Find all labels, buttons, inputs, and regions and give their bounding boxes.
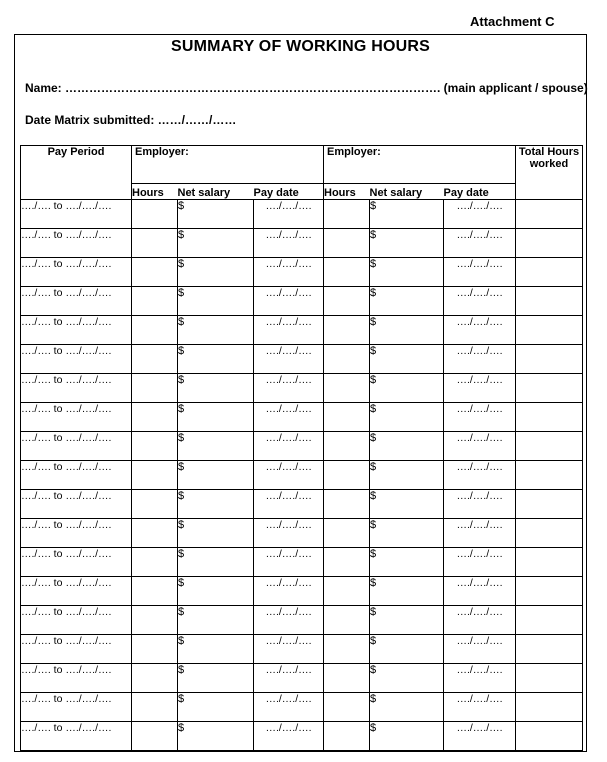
table-row (21, 403, 583, 432)
net-salary-cell[interactable]: $ (370, 432, 444, 461)
net-salary-cell[interactable]: $ (178, 200, 254, 229)
working-hours-form (14, 34, 587, 752)
hours-subheader: Hours (132, 184, 178, 200)
pay-period-cell[interactable]: …./…. to …./…./…. (21, 664, 132, 693)
hours-cell[interactable] (324, 490, 370, 519)
pay-date-cell[interactable]: …./…./…. (444, 461, 516, 490)
pay-period-cell[interactable]: …./…. to …./…./…. (21, 519, 132, 548)
net-salary-cell[interactable]: $ (178, 693, 254, 722)
hours-cell[interactable] (324, 345, 370, 374)
pay-date-cell[interactable]: …./…./…. (254, 258, 324, 287)
net-salary-cell[interactable]: $ (178, 345, 254, 374)
attachment-label: Attachment C (470, 14, 555, 29)
form-title: SUMMARY OF WORKING HOURS (170, 38, 431, 55)
hours-cell[interactable] (132, 258, 178, 287)
total-hours-cell[interactable] (516, 461, 583, 490)
net-salary-cell[interactable]: $ (370, 200, 444, 229)
net-salary-cell[interactable]: $ (178, 287, 254, 316)
total-hours-cell[interactable] (516, 664, 583, 693)
hours-cell[interactable] (324, 316, 370, 345)
pay-date-cell[interactable]: …./…./…. (444, 664, 516, 693)
hours-cell[interactable] (324, 548, 370, 577)
pay-date-cell[interactable]: …./…./…. (444, 722, 516, 751)
hours-cell[interactable] (132, 316, 178, 345)
hours-cell[interactable] (324, 519, 370, 548)
total-hours-cell[interactable] (516, 490, 583, 519)
pay-date-cell[interactable]: …./…./…. (254, 635, 324, 664)
net-salary-cell[interactable]: $ (178, 722, 254, 751)
net-salary-cell[interactable]: $ (370, 519, 444, 548)
pay-date-cell[interactable]: …./…./…. (254, 606, 324, 635)
hours-cell[interactable] (324, 635, 370, 664)
hours-cell[interactable] (132, 374, 178, 403)
hours-cell[interactable] (324, 432, 370, 461)
pay-period-cell[interactable]: …./…. to …./…./…. (21, 345, 132, 374)
hours-subheader: Hours (324, 184, 370, 200)
hours-cell[interactable] (324, 258, 370, 287)
total-hours-cell[interactable] (516, 316, 583, 345)
pay-date-cell[interactable]: …./…./…. (444, 693, 516, 722)
total-hours-cell[interactable] (516, 403, 583, 432)
pay-date-cell[interactable]: …./…./…. (444, 432, 516, 461)
net-salary-cell[interactable]: $ (178, 548, 254, 577)
pay-period-cell[interactable]: …./…. to …./…./…. (21, 490, 132, 519)
hours-cell[interactable] (132, 490, 178, 519)
total-hours-cell[interactable] (516, 200, 583, 229)
pay-date-cell[interactable]: …./…./…. (254, 432, 324, 461)
table-row (21, 548, 583, 577)
net-salary-cell[interactable]: $ (370, 316, 444, 345)
net-salary-cell[interactable]: $ (370, 258, 444, 287)
pay-period-cell[interactable]: …./…. to …./…./…. (21, 316, 132, 345)
hours-cell[interactable] (132, 577, 178, 606)
net-salary-cell[interactable]: $ (370, 461, 444, 490)
hours-cell[interactable] (132, 664, 178, 693)
date-submitted-field[interactable]: Date Matrix submitted: ……/……/…… (25, 113, 237, 127)
hours-cell[interactable] (324, 577, 370, 606)
total-hours-cell[interactable] (516, 287, 583, 316)
hours-cell[interactable] (132, 432, 178, 461)
hours-cell[interactable] (132, 403, 178, 432)
table-row (21, 345, 583, 374)
pay-period-cell[interactable]: …./…. to …./…./…. (21, 577, 132, 606)
hours-cell[interactable] (132, 606, 178, 635)
hours-cell[interactable] (324, 287, 370, 316)
pay-date-cell[interactable]: …./…./…. (254, 229, 324, 258)
pay-date-cell[interactable]: …./…./…. (444, 403, 516, 432)
table-row (21, 200, 583, 229)
pay-period-cell[interactable]: …./…. to …./…./…. (21, 258, 132, 287)
total-hours-cell[interactable] (516, 519, 583, 548)
net-salary-cell[interactable]: $ (178, 461, 254, 490)
table-row (21, 577, 583, 606)
total-hours-cell[interactable] (516, 606, 583, 635)
net-salary-cell[interactable]: $ (178, 490, 254, 519)
net-salary-cell[interactable]: $ (178, 316, 254, 345)
net-salary-cell[interactable]: $ (178, 229, 254, 258)
table-row (21, 229, 583, 258)
net-salary-cell[interactable]: $ (178, 664, 254, 693)
pay-date-cell[interactable]: …./…./…. (254, 664, 324, 693)
net-salary-cell[interactable]: $ (178, 606, 254, 635)
pay-period-cell[interactable]: …./…. to …./…./…. (21, 635, 132, 664)
table-row (21, 722, 583, 751)
net-salary-cell[interactable]: $ (178, 519, 254, 548)
pay-date-cell[interactable]: …./…./…. (444, 548, 516, 577)
net-salary-cell[interactable]: $ (178, 432, 254, 461)
net-salary-subheader: Net salary (178, 184, 254, 200)
pay-date-cell[interactable]: …./…./…. (444, 519, 516, 548)
pay-date-cell[interactable]: …./…./…. (254, 490, 324, 519)
pay-period-cell[interactable]: …./…. to …./…./…. (21, 374, 132, 403)
table-row (21, 664, 583, 693)
net-salary-subheader: Net salary (370, 184, 444, 200)
pay-period-cell[interactable]: …./…. to …./…./…. (21, 200, 132, 229)
net-salary-cell[interactable]: $ (370, 577, 444, 606)
pay-period-cell[interactable]: …./…. to …./…./…. (21, 461, 132, 490)
hours-cell[interactable] (132, 345, 178, 374)
pay-date-cell[interactable]: …./…./…. (444, 200, 516, 229)
pay-date-cell[interactable]: …./…./…. (254, 722, 324, 751)
total-hours-cell[interactable] (516, 258, 583, 287)
table-body (21, 200, 583, 751)
net-salary-cell[interactable]: $ (370, 606, 444, 635)
table-row (21, 606, 583, 635)
hours-cell[interactable] (324, 722, 370, 751)
pay-period-cell[interactable]: …./…. to …./…./…. (21, 287, 132, 316)
hours-cell[interactable] (132, 229, 178, 258)
hours-cell[interactable] (132, 722, 178, 751)
pay-date-cell[interactable]: …./…./…. (444, 374, 516, 403)
hours-cell[interactable] (132, 548, 178, 577)
table-row (21, 316, 583, 345)
pay-date-cell[interactable]: …./…./…. (444, 577, 516, 606)
hours-cell[interactable] (324, 693, 370, 722)
total-hours-cell[interactable] (516, 345, 583, 374)
hours-cell[interactable] (132, 287, 178, 316)
hours-cell[interactable] (132, 200, 178, 229)
net-salary-cell[interactable]: $ (370, 403, 444, 432)
pay-date-cell[interactable]: …./…./…. (254, 577, 324, 606)
net-salary-cell[interactable]: $ (178, 403, 254, 432)
table-row (21, 635, 583, 664)
hours-cell[interactable] (132, 635, 178, 664)
pay-date-cell[interactable]: …./…./…. (254, 693, 324, 722)
net-salary-cell[interactable]: $ (370, 345, 444, 374)
pay-period-cell[interactable]: …./…. to …./…./…. (21, 606, 132, 635)
table-row (21, 432, 583, 461)
pay-date-cell[interactable]: …./…./…. (254, 316, 324, 345)
total-hours-header: Total Hours worked (516, 146, 583, 200)
net-salary-cell[interactable]: $ (370, 229, 444, 258)
table-row (21, 461, 583, 490)
total-hours-cell[interactable] (516, 722, 583, 751)
net-salary-cell[interactable]: $ (370, 693, 444, 722)
pay-date-cell[interactable]: …./…./…. (444, 635, 516, 664)
total-hours-cell[interactable] (516, 693, 583, 722)
net-salary-cell[interactable]: $ (370, 374, 444, 403)
total-hours-cell[interactable] (516, 577, 583, 606)
hours-cell[interactable] (132, 519, 178, 548)
table-row (21, 693, 583, 722)
pay-date-cell[interactable]: …./…./…. (444, 316, 516, 345)
pay-date-cell[interactable]: …./…./…. (444, 606, 516, 635)
hours-cell[interactable] (324, 200, 370, 229)
net-salary-cell[interactable]: $ (370, 548, 444, 577)
pay-period-cell[interactable]: …./…. to …./…./…. (21, 432, 132, 461)
working-hours-table (20, 145, 583, 751)
pay-period-cell[interactable]: …./…. to …./…./…. (21, 693, 132, 722)
table-row (21, 374, 583, 403)
net-salary-cell[interactable]: $ (178, 374, 254, 403)
net-salary-cell[interactable]: $ (370, 490, 444, 519)
pay-date-cell[interactable]: …./…./…. (254, 519, 324, 548)
net-salary-cell[interactable]: $ (178, 577, 254, 606)
pay-date-subheader: Pay date (254, 184, 324, 200)
hours-cell[interactable] (324, 374, 370, 403)
pay-date-cell[interactable]: …./…./…. (254, 461, 324, 490)
total-hours-cell[interactable] (516, 432, 583, 461)
pay-date-cell[interactable]: …./…./…. (444, 345, 516, 374)
net-salary-cell[interactable]: $ (370, 287, 444, 316)
net-salary-cell[interactable]: $ (178, 258, 254, 287)
pay-date-subheader: Pay date (444, 184, 516, 200)
pay-date-cell[interactable]: …./…./…. (444, 258, 516, 287)
net-salary-cell[interactable]: $ (178, 635, 254, 664)
net-salary-cell[interactable]: $ (370, 722, 444, 751)
employer-1-header: Employer: (132, 146, 324, 184)
employer-2-header: Employer: (324, 146, 516, 184)
hours-cell[interactable] (324, 403, 370, 432)
pay-date-cell[interactable]: …./…./…. (254, 345, 324, 374)
total-hours-cell[interactable] (516, 635, 583, 664)
hours-cell[interactable] (324, 461, 370, 490)
net-salary-cell[interactable]: $ (370, 635, 444, 664)
pay-period-cell[interactable]: …./…. to …./…./…. (21, 403, 132, 432)
table-row (21, 519, 583, 548)
total-hours-cell[interactable] (516, 374, 583, 403)
hours-cell[interactable] (324, 229, 370, 258)
pay-date-cell[interactable]: …./…./…. (444, 490, 516, 519)
name-field[interactable]: Name: …………………………………………………………………………………. (main applicant / spouse) (25, 81, 588, 95)
pay-date-cell[interactable]: …./…./…. (254, 374, 324, 403)
pay-date-cell[interactable]: …./…./…. (254, 403, 324, 432)
net-salary-cell[interactable]: $ (370, 664, 444, 693)
pay-period-cell[interactable]: …./…. to …./…./…. (21, 722, 132, 751)
table-row (21, 287, 583, 316)
pay-date-cell[interactable]: …./…./…. (444, 229, 516, 258)
table-row (21, 490, 583, 519)
pay-date-cell[interactable]: …./…./…. (254, 200, 324, 229)
table-row (21, 258, 583, 287)
pay-period-cell[interactable]: …./…. to …./…./…. (21, 229, 132, 258)
pay-date-cell[interactable]: …./…./…. (444, 287, 516, 316)
hours-cell[interactable] (324, 664, 370, 693)
pay-date-cell[interactable]: …./…./…. (254, 287, 324, 316)
pay-date-cell[interactable]: …./…./…. (254, 548, 324, 577)
pay-period-header: Pay Period (21, 146, 132, 200)
total-hours-cell[interactable] (516, 229, 583, 258)
total-hours-cell[interactable] (516, 548, 583, 577)
hours-cell[interactable] (132, 461, 178, 490)
hours-cell[interactable] (324, 606, 370, 635)
pay-period-cell[interactable]: …./…. to …./…./…. (21, 548, 132, 577)
hours-cell[interactable] (132, 693, 178, 722)
